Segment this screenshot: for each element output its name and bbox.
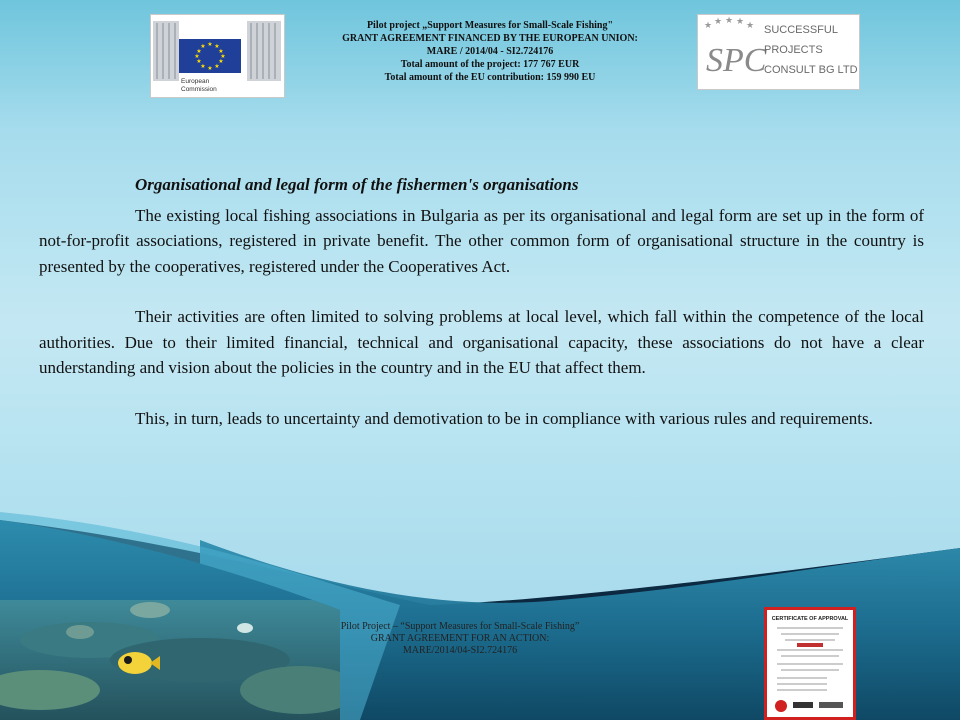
paragraph-3: This, in turn, leads to uncertainty and demotivation to be in compliance with various rules and requirements.: [135, 408, 873, 428]
header-line-4: Total amount of the project: 177 767 EUR: [400, 59, 580, 70]
european-commission-logo: [150, 14, 285, 98]
spc-line-1: SUCCESSFUL: [764, 24, 838, 36]
svg-text:★: ★: [220, 53, 226, 60]
header-line-1: Pilot project „Support Measures for Small-Scale Fishing": [366, 20, 614, 31]
ec-name-line-1: European: [181, 78, 210, 85]
header-line-5: Total amount of the EU contribution: 159 990 EU: [384, 72, 596, 83]
svg-text:★: ★: [746, 21, 755, 31]
paragraph-1: The existing local fishing associations in Bulgaria as per its organisational and legal form are set up in the form of not-for-profit associations, registered in private benefit. The other common form of organisational structure in the country is presented by the cooperatives, registered under the Cooperatives Act.: [39, 205, 924, 276]
svg-text:★: ★: [207, 41, 213, 48]
svg-text:★: ★: [218, 48, 224, 55]
ec-name-line-2: Commission: [181, 86, 217, 93]
paragraph-2: Their activities are often limited to solving problems at local level, which fall within the competence of the local authorities. Due to their limited financial, technical and organisational capacity, these associations do not have a clear understanding and vision about the policies in the country and in the EU that affect them.: [39, 307, 924, 377]
svg-text:★: ★: [214, 43, 220, 50]
svg-text:★: ★: [725, 16, 734, 26]
footer-line-2: GRANT AGREEMENT FOR AN ACTION:: [370, 633, 550, 644]
header-project-info: [290, 19, 690, 84]
svg-text:★: ★: [218, 58, 224, 65]
footer-project-info: [300, 621, 620, 657]
spc-line-3: CONSULT BG LTD: [764, 64, 858, 76]
header-line-3: MARE / 2014/04 - SI2.724176: [426, 46, 554, 57]
spc-monogram: SPC: [706, 42, 767, 79]
certificate-title: CERTIFICATE OF APPROVAL: [771, 616, 849, 622]
header-line-2: GRANT AGREEMENT FINANCED BY THE EUROPEAN UNION:: [342, 33, 638, 44]
footer-line-3: MARE/2014/04-SI2.724176: [402, 645, 518, 656]
svg-text:★: ★: [714, 17, 723, 27]
successful-projects-consult-logo: [697, 14, 860, 90]
spc-line-2: PROJECTS: [764, 44, 823, 56]
main-content: [39, 172, 924, 456]
certificate-of-approval-image: [764, 607, 856, 720]
svg-text:★: ★: [214, 63, 220, 70]
svg-text:★: ★: [196, 58, 202, 65]
svg-text:★: ★: [736, 17, 745, 27]
svg-text:★: ★: [200, 63, 206, 70]
svg-text:★: ★: [194, 53, 200, 60]
svg-text:★: ★: [196, 48, 202, 55]
svg-text:★: ★: [207, 65, 213, 72]
svg-text:★: ★: [704, 21, 713, 31]
svg-text:★: ★: [200, 43, 206, 50]
section-heading: Organisational and legal form of the fishermen's organisations: [135, 175, 579, 194]
cert-seal-icon: [775, 700, 787, 712]
footer-line-1: Pilot Project – “Support Measures for Small-Scale Fishing”: [340, 621, 580, 632]
